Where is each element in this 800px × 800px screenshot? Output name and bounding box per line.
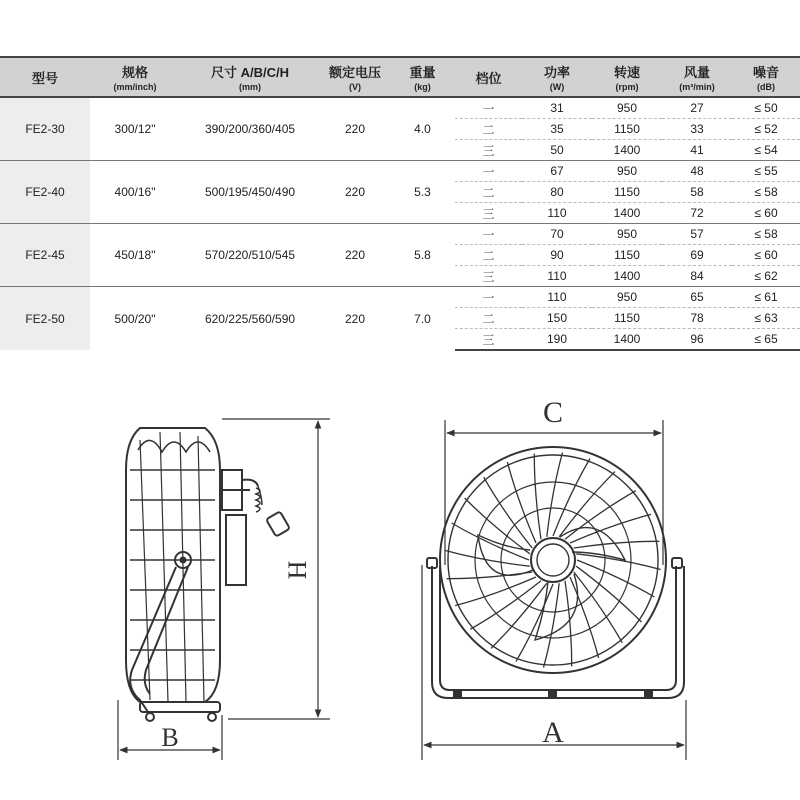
cell-power: 31	[522, 97, 592, 119]
cell-gear: 三	[455, 140, 522, 161]
cell-size: 500/195/450/490	[180, 161, 320, 224]
grille-spoke	[570, 577, 599, 658]
cell-airflow: 96	[662, 329, 732, 351]
power-cord-plug	[256, 486, 290, 537]
cell-power: 110	[522, 287, 592, 308]
cell-model: FE2-50	[0, 287, 90, 351]
cell-rpm: 1400	[592, 203, 662, 224]
col-header-airflow: 风量 (m³/min)	[662, 57, 732, 97]
cell-voltage: 220	[320, 97, 390, 161]
cell-power: 70	[522, 224, 592, 245]
cell-rpm: 1150	[592, 245, 662, 266]
cell-rpm: 1400	[592, 140, 662, 161]
front-view-drawing	[422, 420, 686, 760]
cell-noise: ≤ 52	[732, 119, 800, 140]
cell-weight: 7.0	[390, 287, 455, 351]
dimension-label-b: B	[161, 723, 179, 752]
cell-power: 90	[522, 245, 592, 266]
cell-rpm: 1150	[592, 308, 662, 329]
cell-noise: ≤ 60	[732, 203, 800, 224]
table-row	[0, 161, 800, 182]
cell-airflow: 72	[662, 203, 732, 224]
cell-spec: 300/12"	[90, 97, 180, 161]
cell-airflow: 69	[662, 245, 732, 266]
dimension-label-c: C	[542, 396, 564, 429]
cell-voltage: 220	[320, 287, 390, 351]
grille-spoke	[576, 566, 641, 622]
side-grille	[126, 428, 220, 702]
cell-airflow: 84	[662, 266, 732, 287]
grille-spoke	[547, 452, 563, 536]
cell-airflow: 57	[662, 224, 732, 245]
cell-noise: ≤ 65	[732, 329, 800, 351]
cell-model: FE2-45	[0, 224, 90, 287]
cell-size: 620/225/560/590	[180, 287, 320, 351]
cell-weight: 4.0	[390, 97, 455, 161]
cell-power: 50	[522, 140, 592, 161]
col-header-rpm: 转速 (rpm)	[592, 57, 662, 97]
cell-rpm: 950	[592, 287, 662, 308]
cell-noise: ≤ 63	[732, 308, 800, 329]
cell-power: 110	[522, 266, 592, 287]
cell-noise: ≤ 58	[732, 224, 800, 245]
cell-rpm: 1400	[592, 329, 662, 351]
spec-table	[0, 56, 800, 351]
col-header-noise: 噪音 (dB)	[732, 57, 800, 97]
col-header-size: 尺寸 A/B/C/H (mm)	[180, 57, 320, 97]
cell-noise: ≤ 60	[732, 245, 800, 266]
cell-power: 35	[522, 119, 592, 140]
cell-noise: ≤ 58	[732, 182, 800, 203]
col-header-power: 功率 (W)	[522, 57, 592, 97]
cell-spec: 500/20"	[90, 287, 180, 351]
col-header-spec: 规格 (mm/inch)	[90, 57, 180, 97]
cell-power: 150	[522, 308, 592, 329]
front-hub	[531, 538, 575, 582]
front-grille	[440, 447, 666, 673]
cell-airflow: 41	[662, 140, 732, 161]
spec-table-section	[0, 56, 800, 351]
col-header-voltage: 额定电压 (V)	[320, 57, 390, 97]
cell-gear: 二	[455, 119, 522, 140]
cell-rpm: 1150	[592, 182, 662, 203]
grille-spoke	[465, 498, 530, 554]
cell-gear: 二	[455, 245, 522, 266]
cell-airflow: 33	[662, 119, 732, 140]
cell-gear: 一	[455, 224, 522, 245]
cell-model: FE2-30	[0, 97, 90, 161]
fan-drawings	[0, 380, 800, 800]
cell-voltage: 220	[320, 161, 390, 224]
table-row	[0, 287, 800, 308]
cell-airflow: 27	[662, 97, 732, 119]
grille-spoke	[455, 577, 536, 606]
cell-gear: 三	[455, 266, 522, 287]
cell-weight: 5.3	[390, 161, 455, 224]
cell-noise: ≤ 61	[732, 287, 800, 308]
cell-spec: 450/18"	[90, 224, 180, 287]
table-row	[0, 224, 800, 245]
side-view-drawing	[118, 419, 330, 760]
cell-power: 67	[522, 161, 592, 182]
cell-noise: ≤ 55	[732, 161, 800, 182]
cell-airflow: 48	[662, 161, 732, 182]
cell-noise: ≤ 62	[732, 266, 800, 287]
cell-noise: ≤ 50	[732, 97, 800, 119]
cell-gear: 二	[455, 182, 522, 203]
cell-gear: 三	[455, 203, 522, 224]
cell-size: 390/200/360/405	[180, 97, 320, 161]
cell-airflow: 78	[662, 308, 732, 329]
cell-power: 190	[522, 329, 592, 351]
cell-size: 570/220/510/545	[180, 224, 320, 287]
cell-voltage: 220	[320, 224, 390, 287]
cell-spec: 400/16"	[90, 161, 180, 224]
cell-rpm: 950	[592, 224, 662, 245]
cell-rpm: 950	[592, 161, 662, 182]
dimension-label-a: A	[542, 716, 564, 749]
cell-weight: 5.8	[390, 224, 455, 287]
dimension-h	[222, 419, 330, 719]
cell-gear: 二	[455, 308, 522, 329]
cell-noise: ≤ 54	[732, 140, 800, 161]
cell-airflow: 65	[662, 287, 732, 308]
cell-gear: 三	[455, 329, 522, 351]
cell-rpm: 1400	[592, 266, 662, 287]
cell-rpm: 950	[592, 97, 662, 119]
col-header-weight: 重量 (kg)	[390, 57, 455, 97]
cell-rpm: 1150	[592, 119, 662, 140]
side-motor-housing	[222, 470, 258, 585]
cell-power: 110	[522, 203, 592, 224]
cell-model: FE2-40	[0, 161, 90, 224]
cell-power: 80	[522, 182, 592, 203]
grille-spoke	[447, 572, 533, 579]
grille-spoke	[534, 454, 541, 540]
cell-gear: 一	[455, 161, 522, 182]
header-row	[0, 57, 800, 97]
cell-gear: 一	[455, 97, 522, 119]
table-row	[0, 97, 800, 119]
col-header-model: 型号	[0, 57, 90, 97]
side-stand	[130, 552, 220, 721]
cell-gear: 一	[455, 287, 522, 308]
col-header-gear: 档位	[455, 57, 522, 97]
grille-spoke	[507, 462, 536, 543]
cell-airflow: 58	[662, 182, 732, 203]
grille-spoke	[576, 554, 660, 570]
dimension-label-h: H	[283, 560, 312, 580]
